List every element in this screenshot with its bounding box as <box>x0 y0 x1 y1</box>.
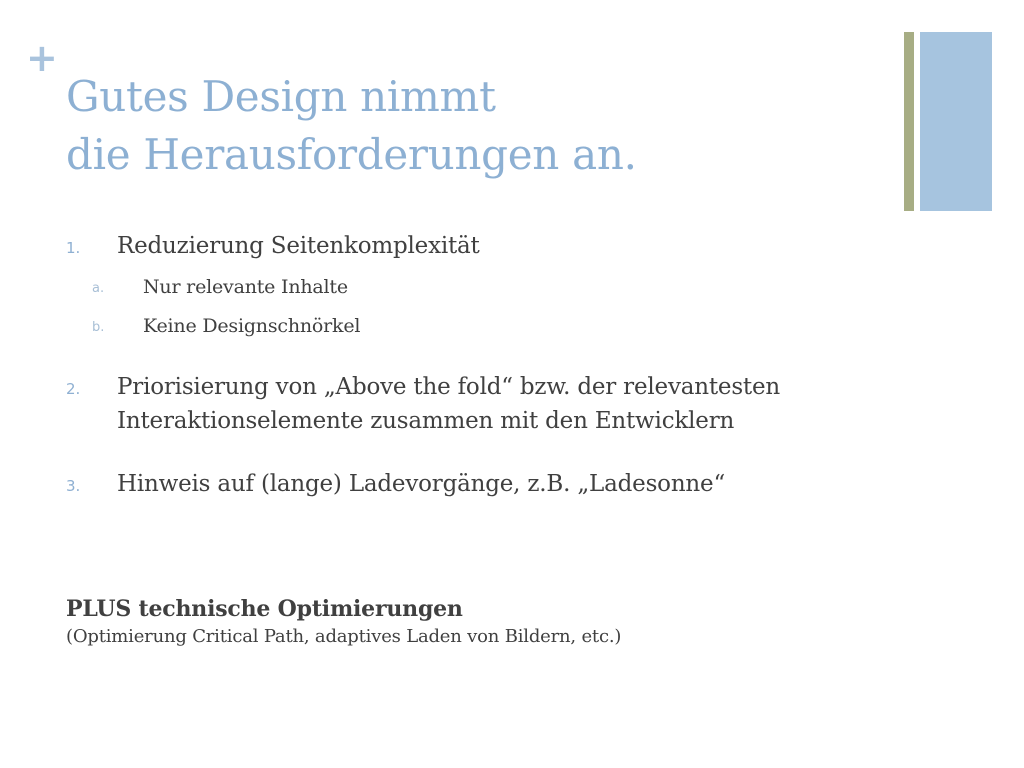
list-number-1: 1. <box>66 239 81 257</box>
list-text-2-line-1: Priorisierung von „Above the fold“ bzw. der relevantesten <box>117 374 780 400</box>
list-subtext-a: Nur relevante Inhalte <box>143 276 348 298</box>
plus-subtext: (Optimierung Critical Path, adaptives Laden von Bildern, etc.) <box>66 626 622 647</box>
accent-bar-blue <box>920 32 992 211</box>
plus-section <box>66 594 886 650</box>
list-number-3: 3. <box>66 477 81 495</box>
accent-bar-green <box>904 32 914 211</box>
plus-icon: + <box>26 36 58 80</box>
list-text-3: Hinweis auf (lange) Ladevorgänge, z.B. „Ladesonne“ <box>117 471 726 497</box>
list-letter-b: b. <box>92 320 105 335</box>
list-text-2-line-2: Interaktionselemente zusammen mit den Entwicklern <box>117 408 735 434</box>
slide-title-line-2: die Herausforderungen an. <box>66 130 637 179</box>
list-subtext-b: Keine Designschnörkel <box>143 315 361 337</box>
slide-title <box>66 68 886 184</box>
list-letter-a: a. <box>92 281 105 296</box>
plus-heading: PLUS technische Optimierungen <box>66 596 463 622</box>
slide-title-line-1: Gutes Design nimmt <box>66 72 496 121</box>
list-text-1: Reduzierung Seitenkomplexität <box>117 233 480 259</box>
list-number-2: 2. <box>66 380 81 398</box>
